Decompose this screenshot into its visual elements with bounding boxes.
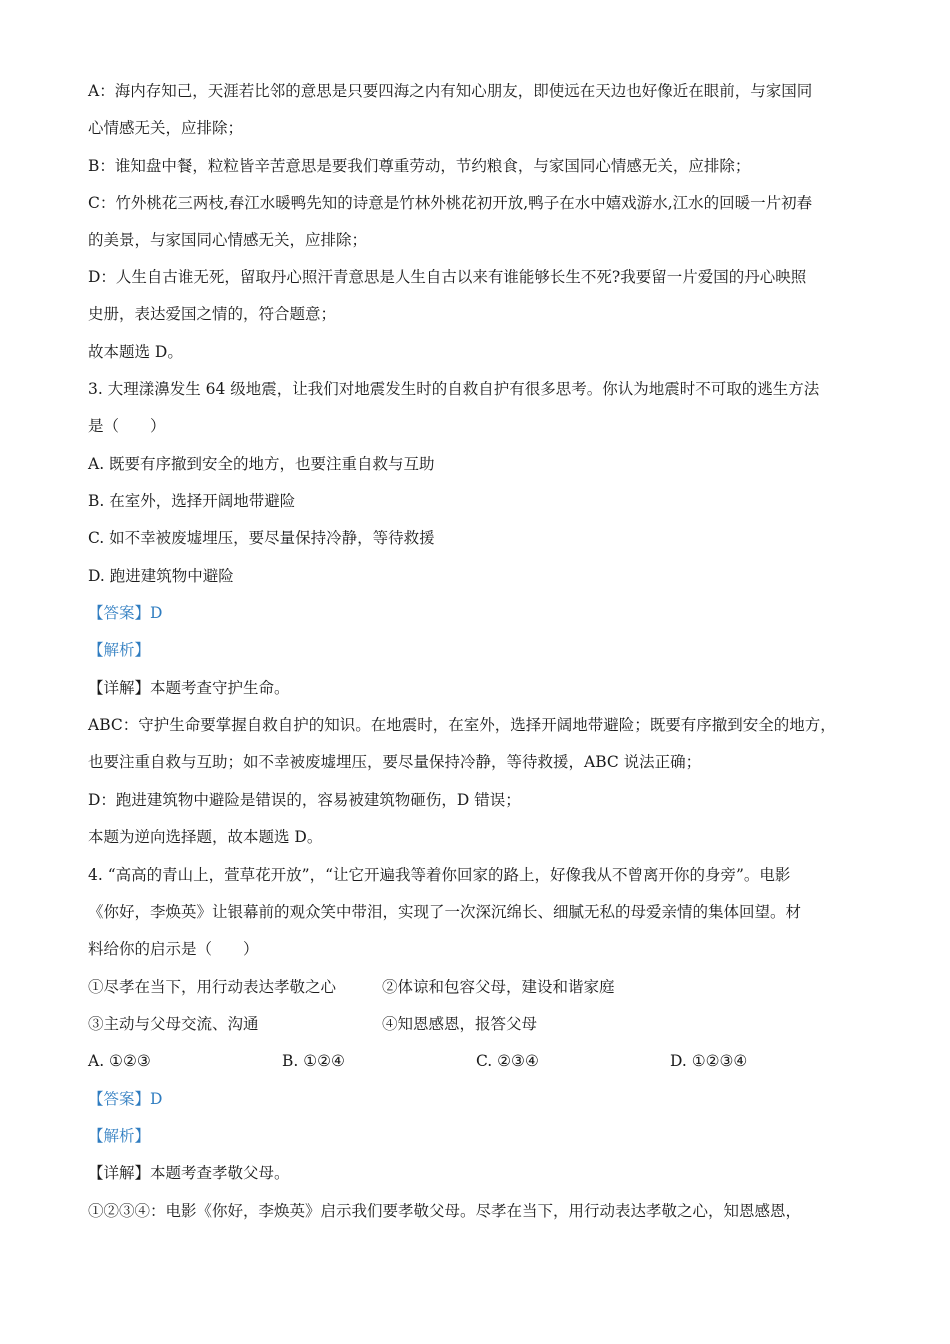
text-line: 本题为逆向选择题，故本题选 D。 — [88, 828, 323, 846]
text-line: 也要注重自救与互助；如不幸被废墟埋压，要尽量保持冷静，等待救援，ABC 说法正确； — [88, 753, 702, 771]
option-c: C. 如不幸被废墟埋压，要尽量保持冷静，等待救援 — [88, 529, 435, 547]
option-d: D. 跑进建筑物中避险 — [88, 567, 234, 585]
statement-4: ④知恩感恩，报答父母 — [382, 1015, 538, 1033]
detail-label: 【详解】本题考查孝敬父母。 — [88, 1164, 290, 1182]
choice-a: A. ①②③ — [88, 1052, 151, 1070]
text-line: ①②③④：电影《你好，李焕英》启示我们要孝敬父母。尽孝在当下，用行动表达孝敬之心，知恩感恩， — [88, 1202, 802, 1220]
answer-label: 【答案】D — [88, 1090, 163, 1108]
choice-c: C. ②③④ — [476, 1052, 539, 1070]
text-line: 的美景，与家国同心情感无关，应排除； — [88, 231, 368, 249]
text-line: D：跑进建筑物中避险是错误的，容易被建筑物砸伤，D 错误； — [88, 791, 521, 809]
statement-1: ①尽孝在当下，用行动表达孝敬之心 — [88, 978, 337, 996]
text-line: B：谁知盘中餐，粒粒皆辛苦意思是要我们尊重劳动，节约粮食，与家国同心情感无关，应排除； — [88, 157, 751, 175]
question-4-stem-cont: 《你好，李焕英》让银幕前的观众笑中带泪，实现了一次深沉绵长、细腻无私的母爱亲情的集体回望。材 — [88, 903, 802, 921]
text-line: 史册，表达爱国之情的，符合题意； — [88, 305, 337, 323]
detail-label: 【详解】本题考查守护生命。 — [88, 679, 290, 697]
option-a: A. 既要有序撤到安全的地方，也要注重自救与互助 — [88, 455, 435, 473]
question-4-stem: 4. “高高的青山上，萱草花开放”，“让它开遍我等着你回家的路上，好像我从不曾离开你的身旁”。电影 — [88, 866, 791, 884]
text-line: C：竹外桃花三两枝,春江水暖鸭先知的诗意是竹林外桃花初开放,鸭子在水中嬉戏游水,江水的回暖一片初春 — [88, 194, 813, 212]
text-line: 故本题选 D。 — [88, 343, 183, 361]
text-line: ABC：守护生命要掌握自救自护的知识。在地震时，在室外，选择开阔地带避险；既要有序撤到安全的地方， — [88, 716, 836, 734]
choice-b: B. ①②④ — [282, 1052, 345, 1070]
text-line: A：海内存知己，天涯若比邻的意思是只要四海之内有知心朋友，即使远在天边也好像近在眼前，与家国同 — [88, 82, 813, 100]
statement-3: ③主动与父母交流、沟通 — [88, 1015, 259, 1033]
option-b: B. 在室外，选择开阔地带避险 — [88, 492, 296, 510]
statement-2: ②体谅和包容父母，建设和谐家庭 — [382, 978, 615, 996]
question-3-stem-cont: 是（ ） — [88, 417, 166, 435]
analysis-label: 【解析】 — [88, 641, 151, 659]
analysis-label: 【解析】 — [88, 1127, 151, 1145]
answer-label: 【答案】D — [88, 604, 163, 622]
question-4-stem-cont: 料给你的启示是（ ） — [88, 940, 259, 958]
text-line: 心情感无关，应排除； — [88, 119, 244, 137]
choice-d: D. ①②③④ — [670, 1052, 748, 1070]
question-3-stem: 3. 大理漾濞发生 64 级地震，让我们对地震发生时的自救自护有很多思考。你认为地震时不可取的逃生方法 — [88, 380, 820, 398]
text-line: D：人生自古谁无死，留取丹心照汗青意思是人生自古以来有谁能够长生不死?我要留一片爱国的丹心映照 — [88, 268, 807, 286]
